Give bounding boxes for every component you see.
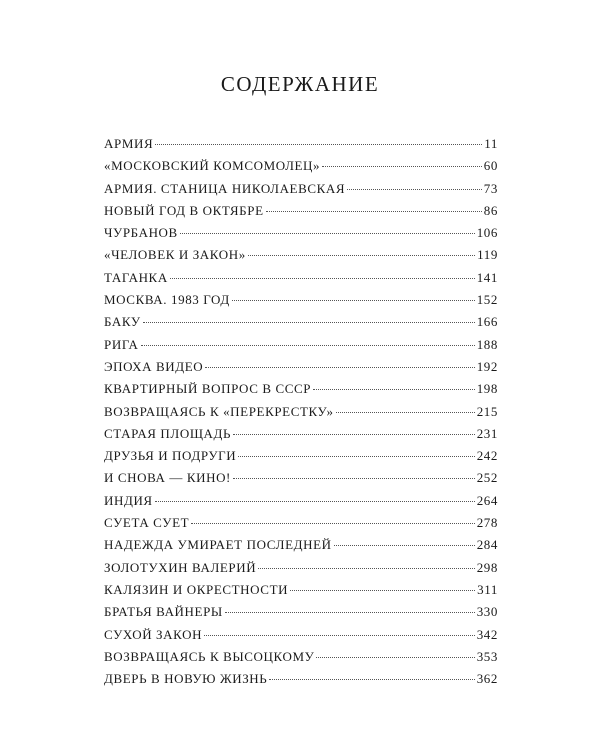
toc-entry[interactable] [104,646,498,668]
toc-entry-page: 353 [476,648,498,664]
toc-entry[interactable] [104,601,498,623]
toc-dot-leader [180,233,475,234]
toc-entry-title: ДВЕРЬ В НОВУЮ ЖИЗНЬ [104,671,268,687]
toc-entry[interactable] [104,200,498,222]
toc-entry-page: 188 [476,336,498,352]
toc-entry[interactable] [104,178,498,200]
toc-dot-leader [225,612,475,613]
toc-dot-leader [334,545,475,546]
toc-entry-page: 215 [476,403,498,419]
toc-entry-page: 86 [483,202,498,218]
toc-entry[interactable] [104,244,498,266]
toc-dot-leader [191,523,475,524]
toc-entry-title: «МОСКОВСКИЙ КОМСОМОЛЕЦ» [104,158,321,174]
toc-entry[interactable] [104,378,498,400]
toc-entry-title: СУЕТА СУЕТ [104,515,190,531]
toc-entry-title: ЧУРБАНОВ [104,225,178,241]
toc-entry-title: РИГА [104,336,139,352]
toc-dot-leader [248,255,475,256]
toc-entry-title: «ЧЕЛОВЕК И ЗАКОН» [104,247,246,263]
toc-entry-page: 106 [476,225,498,241]
toc-entry-title: АРМИЯ. СТАНИЦА НИКОЛАЕВСКАЯ [104,180,346,196]
toc-entry[interactable] [104,467,498,489]
toc-entry-page: 73 [483,180,498,196]
toc-entry-page: 198 [476,381,498,397]
toc-entry-title: ЭПОХА ВИДЕО [104,358,204,374]
toc-entry-page: 119 [477,247,498,263]
toc-dot-leader [266,211,482,212]
toc-entry[interactable] [104,490,498,512]
toc-entry-title: НАДЕЖДА УМИРАЕТ ПОСЛЕДНЕЙ [104,537,332,553]
toc-entry-title: ТАГАНКА [104,269,168,285]
toc-dot-leader [269,679,474,680]
toc-entry-page: 298 [476,559,498,575]
toc-dot-leader [347,189,482,190]
page-title: СОДЕРЖАНИЕ [220,72,380,96]
toc-dot-leader [204,635,475,636]
toc-entry-title: СУХОЙ ЗАКОН [104,626,203,642]
toc-entry[interactable] [104,423,498,445]
toc-entry-page: 362 [476,671,498,687]
toc-entry-title: ВОЗВРАЩАЯСЬ К ВЫСОЦКОМУ [104,648,315,664]
toc-entry[interactable] [104,222,498,244]
toc-entry[interactable] [104,445,498,467]
toc-dot-leader [205,367,474,368]
toc-entry-title: ВОЗВРАЩАЯСЬ К «ПЕРЕКРЕСТКУ» [104,403,334,419]
toc-entry-page: 192 [476,358,498,374]
toc-entry-title: АРМИЯ [104,136,154,151]
toc-dot-leader [258,568,474,569]
toc-dot-leader [141,345,475,346]
toc-entry-title: БРАТЬЯ ВАЙНЕРЫ [104,604,223,620]
toc-entry-page: 141 [476,269,498,285]
toc-entry-title: ЗОЛОТУХИН ВАЛЕРИЙ [104,559,257,575]
toc-entry-title: МОСКВА. 1983 ГОД [104,292,230,308]
toc-entry-page: 284 [476,537,498,553]
toc-entry[interactable] [104,579,498,601]
toc-entry-page: 264 [476,492,498,508]
toc-dot-leader [316,657,474,658]
toc-entry[interactable] [104,155,498,177]
toc-entry-page: 252 [476,470,498,486]
toc-entry[interactable] [104,133,498,155]
toc-dot-leader [238,456,474,457]
toc-entry-title: СТАРАЯ ПЛОЩАДЬ [104,425,232,441]
toc-entry-title: ДРУЗЬЯ И ПОДРУГИ [104,448,237,464]
toc-dot-leader [290,590,475,591]
toc-entry[interactable] [104,534,498,556]
toc-entry-title: И СНОВА — КИНО! [104,470,231,486]
toc-entry[interactable] [104,624,498,646]
toc-dot-leader [336,412,475,413]
toc-entry[interactable] [104,334,498,356]
toc-entry[interactable] [104,267,498,289]
toc-dot-leader [155,144,482,145]
toc-entry[interactable] [104,668,498,690]
toc-dot-leader [232,300,475,301]
toc-entry-page: 166 [476,314,498,330]
toc-entry[interactable] [104,512,498,534]
toc-dot-leader [233,434,475,435]
toc-dot-leader [170,278,475,279]
toc-entry-page: 231 [476,425,498,441]
toc-entry-page: 330 [476,604,498,620]
toc-dot-leader [143,322,475,323]
toc-entry-page: 152 [476,292,498,308]
toc-entry-title: НОВЫЙ ГОД В ОКТЯБРЕ [104,202,264,218]
toc-entry-title: ИНДИЯ [104,492,153,508]
toc-entry-page: 342 [476,626,498,642]
toc-entry-title: КВАРТИРНЫЙ ВОПРОС В СССР [104,381,312,397]
toc-entry-title: БАКУ [104,314,141,330]
toc-entry[interactable] [104,557,498,579]
toc-dot-leader [322,166,482,167]
toc-dot-leader [155,501,475,502]
toc-entry-page: 311 [477,581,498,597]
toc-entry[interactable] [104,356,498,378]
toc-entry-title: КАЛЯЗИН И ОКРЕСТНОСТИ [104,581,289,597]
toc-dot-leader [313,389,475,390]
toc-entry[interactable] [104,401,498,423]
toc-dot-leader [233,478,475,479]
toc-entry[interactable] [104,289,498,311]
toc-entry-page: 60 [483,158,498,174]
toc-entry-page: 11 [484,136,498,151]
toc-entry-page: 242 [476,448,498,464]
toc-entry[interactable] [104,311,498,333]
table-of-contents [104,133,498,690]
toc-entry-page: 278 [476,515,498,531]
